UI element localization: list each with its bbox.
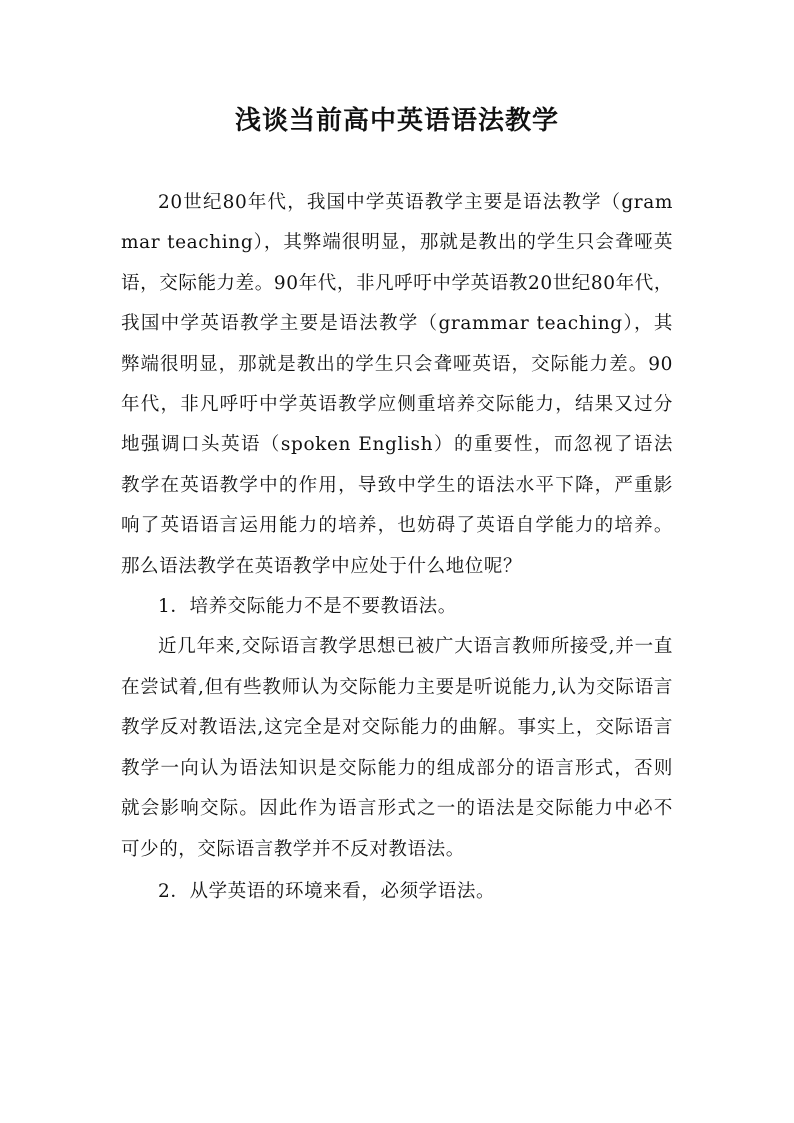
document-body	[121, 183, 673, 912]
paragraph-section-1: 近几年来,交际语言教学思想已被广大语言教师所接受,并一直在尝试着,但有些教师认为交际能力主要是听说能力,认为交际语言教学反对教语法,这完全是对交际能力的曲解。事实上，交际语言教学一向认为语法知识是交际能力的组成部分的语言形式，否则就会影响交际。因此作为语言形式之一的语法是交际能力中必不可少的，交际语言教学并不反对教语法。	[121, 636, 673, 860]
paragraph-intro: 20世纪80年代，我国中学英语教学主要是语法教学（grammar teaching），其弊端很明显，那就是教出的学生只会聋哑英语，交际能力差。90年代，非凡呼吁中学英语教20世纪80年代，我国中学英语教学主要是语法教学（grammar teaching），其弊端很明显，那就是教出的学生只会聋哑英语，交际能力差。90年代，非凡呼吁中学英语教学应侧重培养交际能力，结果又过分地强调口头英语（spoken English）的重要性，而忽视了语法教学在英语教学中的作用，导致中学生的语法水平下降，严重影响了英语语言运用能力的培养，也妨碍了英语自学能力的培养。那么语法教学在英语教学中应处于什么地位呢？	[121, 192, 673, 577]
document-title: 浅谈当前高中英语语法教学	[234, 106, 559, 136]
section-heading-1: 1．培养交际能力不是不要教语法。	[158, 596, 457, 618]
section-heading-2: 2．从学英语的环境来看，必须学语法。	[158, 880, 496, 902]
